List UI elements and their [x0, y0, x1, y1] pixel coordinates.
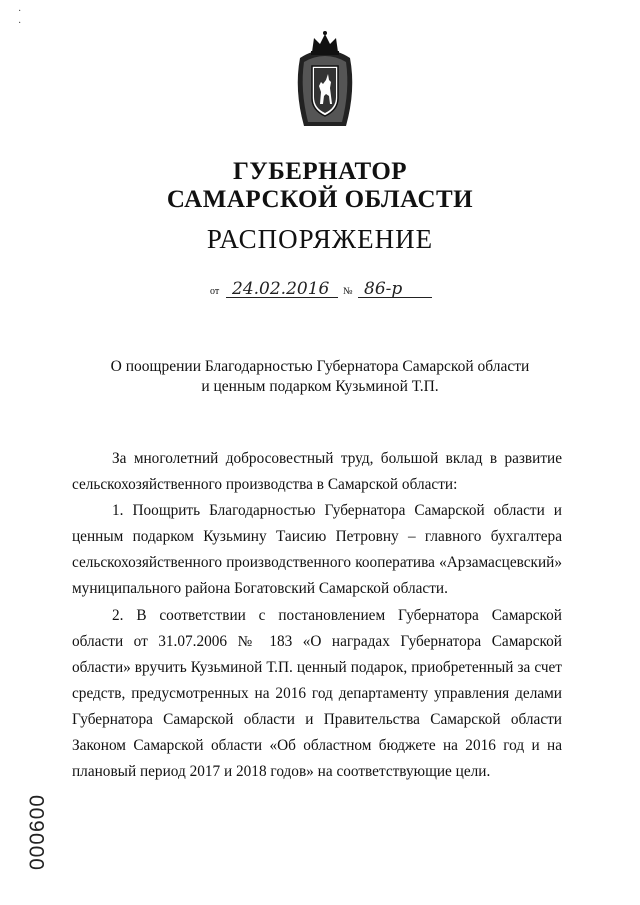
paragraph-item-2: 2. В соответствии с постановлением Губернатора Самарской области от 31.07.2006 № 183 «О наградах Губернатора Самарской области» вручить Кузьминой Т.П. ценный подарок, приобретенный за счет средств, предусмотренных на 2016 год департаменту управления делами Губернатора Самарской области и Правительства Самарской области Законом Самарской области «Об областном бюджете на 2016 год и на плановый период 2017 и 2018 годов» на соответствующие цели. [72, 606, 562, 781]
handwritten-number: 86-р [364, 279, 403, 299]
document-subject [0, 357, 640, 397]
handwritten-date: 24.02.2016 [232, 279, 330, 299]
paragraph-item-1: 1. Поощрить Благодарностью Губернатора Самарской области и ценным подарком Кузьмину Таисию Петровну – главного бухгалтера сельскохозяйственного производственного кооператива «Арзамасцевский» муниципального района Богатовский Самарской области. [72, 502, 562, 598]
document-body [72, 446, 562, 785]
sheet-number-stamp: 000600 [26, 793, 49, 870]
document-type: РАСПОРЯЖЕНИЕ [206, 224, 434, 254]
number-prefix: № [343, 286, 353, 297]
issuer-title-line1: ГУБЕРНАТОР [232, 158, 408, 185]
date-prefix: от [210, 286, 220, 297]
issuer-title-line2: САМАРСКОЙ ОБЛАСТИ [166, 186, 474, 213]
corner-marks: · · [18, 6, 22, 29]
subject-line-1: О поощрении Благодарностью Губернатора Самарской области [110, 358, 530, 375]
paragraph-preamble-line-2: сельскохозяйственного производства в Самарской области: [72, 476, 458, 494]
registration-line [210, 277, 470, 301]
paragraph-preamble-line-1: За многолетний добросовестный труд, большой вклад в развитие [112, 450, 562, 467]
subject-line-2: и ценным подарком Кузьминой Т.П. [201, 378, 439, 395]
samara-coat-of-arms-icon [290, 30, 360, 130]
